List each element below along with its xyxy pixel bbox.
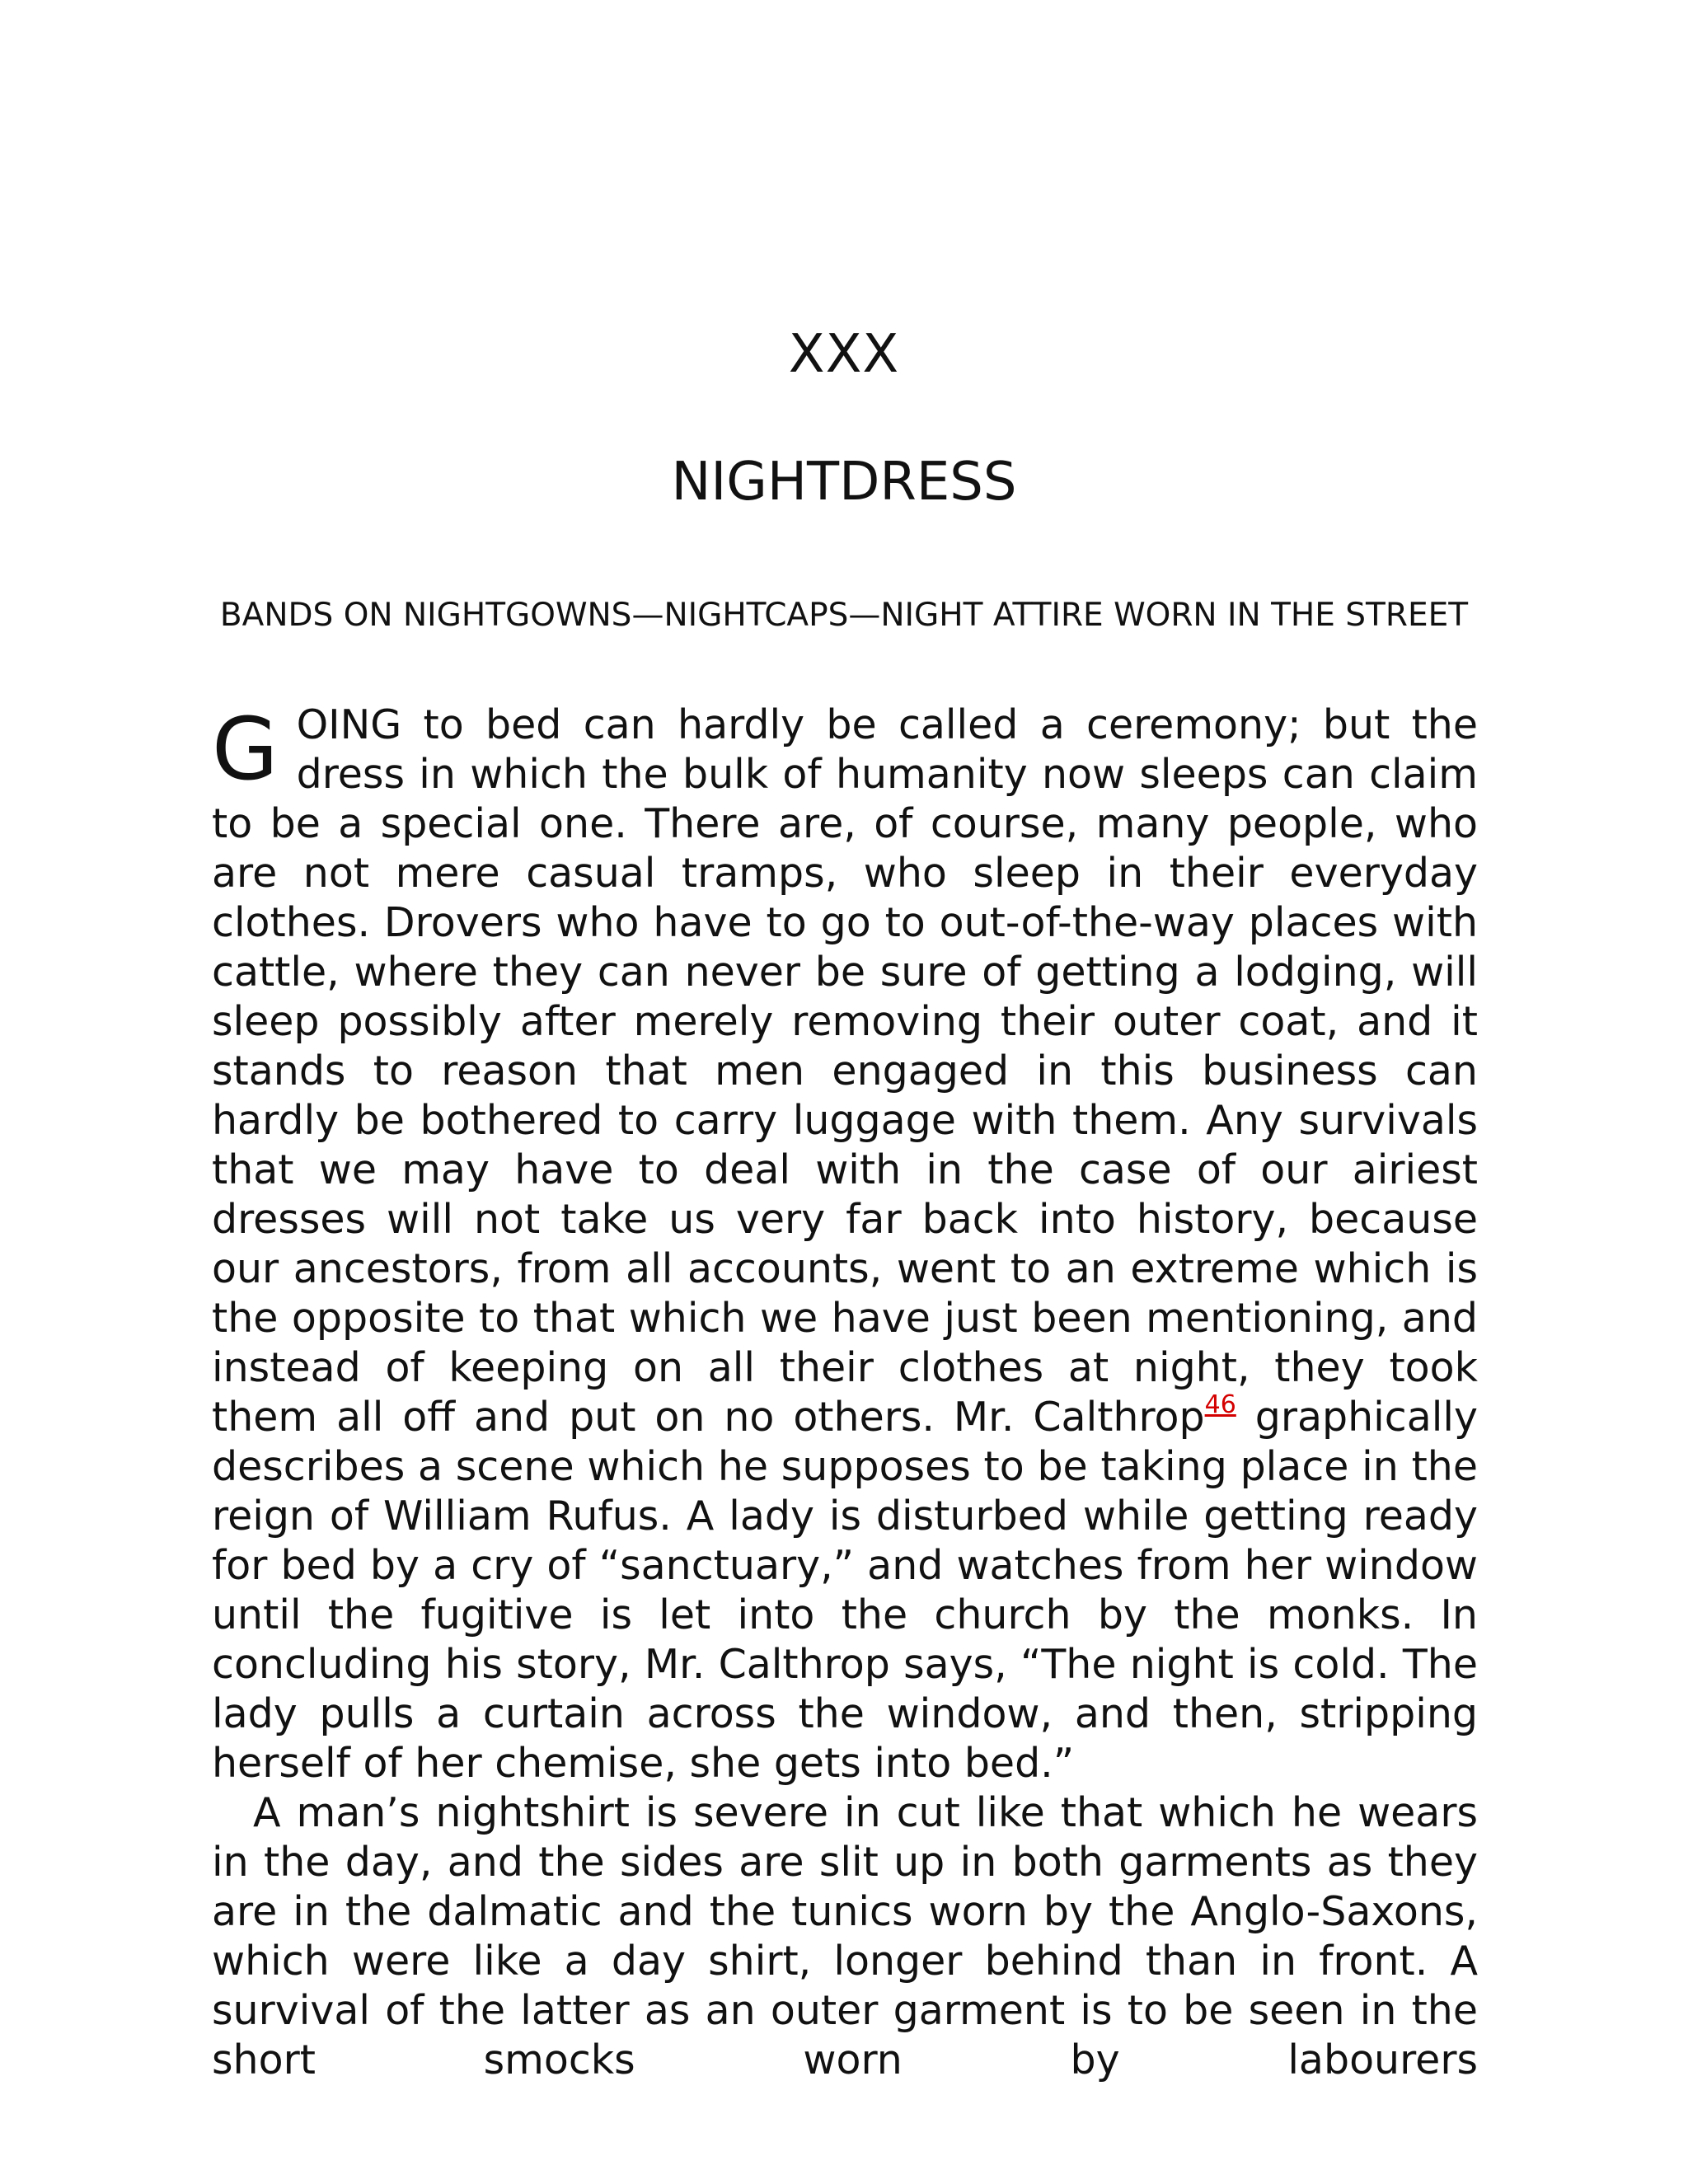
footnote-link-46[interactable]: 46 — [1204, 1390, 1236, 1419]
chapter-number: XXX — [788, 324, 900, 385]
paragraph-1 — [212, 701, 1478, 1788]
body-text — [212, 701, 1478, 2085]
paragraph-2: A man’s nightshirt is severe in cut like that which he wears in the day, and the sides are slit up in both garments as they are in the dalmatic and the tunics worn by the Anglo-Saxons, which were like a day shirt, longer behind than in front. A survival of the latter as an outer garment is to be seen in the short smocks worn by labourers — [212, 1789, 1478, 2083]
chapter-subtitle: BANDS ON NIGHTGOWNS—NIGHTCAPS—NIGHT ATTIRE WORN IN THE STREET — [219, 597, 1469, 634]
drop-cap: G — [212, 699, 279, 799]
paragraph-1-text-end: graphically describes a scene which he supposes to be taking place in the reign of William Rufus. A lady is disturbed while getting ready for bed by a cry of “sanctuary,” and watches from her window until the fugitive is let into the church by the monks. In concluding his story, Mr. Calthrop says, “The night is cold. The lady pulls a curtain across the window, and then, stripping herself of her chemise, she gets into bed.” — [212, 1394, 1478, 1787]
paragraph-1-text-start: OING to bed can hardly be called a ceremony; but the dress in which the bulk of humanity now sleeps can claim to be a special one. There are, of course, many people, who are not mere casual tramps, who sleep in their everyday clothes. Drovers who have to go to out-of-the-way places with cattle, where they can never be sure of getting a lodging, will sleep possibly after merely removing their outer coat, and it stands to reason that men engaged in this business can hardly be bothered to carry luggage with them. Any survivals that we may have to deal with in the case of our airiest dresses will not take us very far back into history, because our ancestors, from all accounts, went to an extreme which is the opposite to that which we have just been mentioning, and instead of keeping on all their clothes at night, they took them all off and put on no others. Mr. Calthrop — [212, 701, 1478, 1441]
chapter-title: NIGHTDRESS — [671, 452, 1017, 513]
